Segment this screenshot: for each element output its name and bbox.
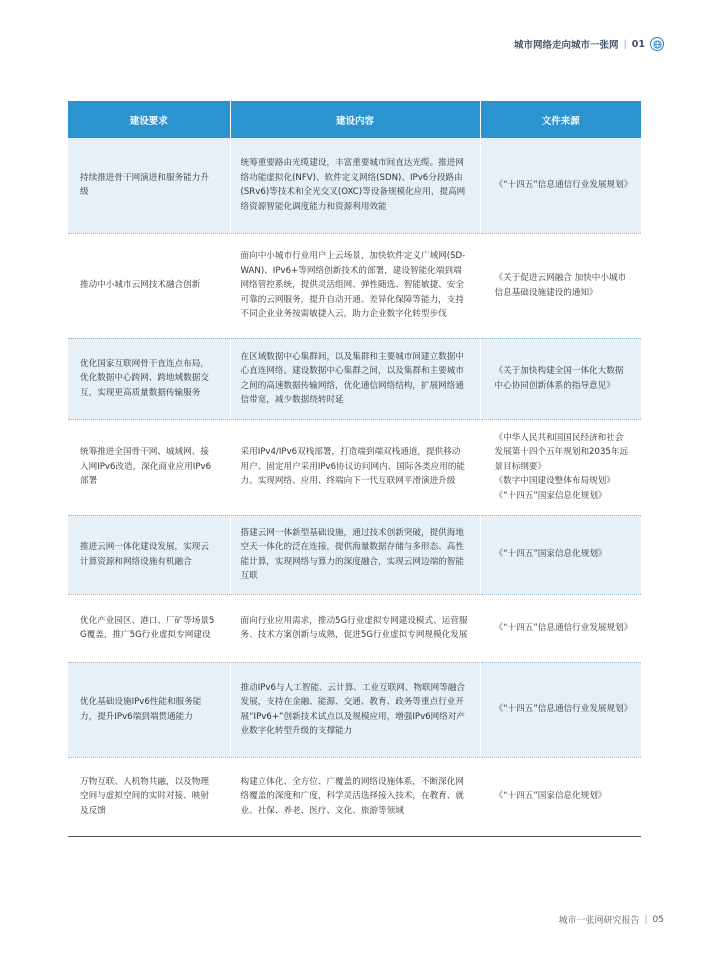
requirement-cell: 推动中小城市云网技术融合创新 [68, 233, 230, 338]
footer-page-number: 05 [652, 914, 664, 925]
source-document: 《“十四五”国家信息化规划》 [494, 549, 607, 560]
content-cell: 统筹重要路由光缆建设，丰富重要城市间直达光缆。推进网络功能虚拟化(NFV)、软件定义网络(SDN)、IPv6分段路由(SRv6)等技术和全光交叉(OXC)等设备规模化应用，提高网络资源智能化调度能力和资源利用效能 [230, 138, 480, 233]
requirement-cell: 推进云网一体化建设发展，实现云计算资源和网络设施有机融合 [68, 515, 230, 594]
content-cell: 面向行业应用需求，推动5G行业虚拟专网建设模式、运营服务、技术方案创新与成熟，促进5G行业虚拟专网规模化发展 [230, 594, 480, 662]
header-separator: | [623, 38, 627, 50]
source-cell [480, 662, 641, 757]
content-cell: 面向中小城市行业用户上云场景，加快软件定义广域网(SD-WAN)、IPv6+等网络创新技术的部署，建设智能化端到端网络管控系统，提供灵活组网、弹性随选、智能敏捷、安全可靠的云网服务，提升自动开通、差异化保障等能力，支持不同企业业务按需敏捷入云，助力企业数字化转型步伐 [230, 233, 480, 338]
footer-title: 城市一张网研究报告 [558, 916, 640, 926]
table-row [68, 662, 641, 757]
source-document: 《“十四五”信息通信行业发展规划》 [494, 180, 633, 190]
column-header-source: 文件来源 [480, 101, 641, 138]
requirement-cell: 持续推进骨干网演进和服务能力升级 [68, 138, 230, 233]
header-title: 城市网络走向城市一张网 [514, 40, 619, 51]
requirement-cell: 优化产业园区、港口、厂矿等场景5G覆盖，推广5G行业虚拟专网建设 [68, 594, 230, 662]
source-document: 《“十四五”信息通信行业发展规划》 [494, 704, 633, 715]
source-document: 《“十四五”国家信息化规划》 [494, 791, 607, 802]
table-row [68, 594, 641, 662]
requirement-cell: 优化基础设施IPv6性能和服务能力，提升IPv6端到端贯通能力 [68, 662, 230, 757]
source-document: 《数字中国建设整体布局规划》 [494, 476, 615, 487]
source-document: 《关于促进云网融合 加快中小城市信息基础设施建设的通知》 [494, 273, 627, 298]
source-cell [480, 138, 641, 233]
table-row [68, 233, 641, 338]
source-cell [480, 233, 641, 338]
requirement-cell: 优化国家互联网骨干直连点布局，优化数据中心跨网、跨地域数据交互，实现更高质量数据传输服务 [68, 338, 230, 419]
table-row [68, 138, 641, 233]
footer-separator: | [644, 914, 648, 925]
content-cell: 在区域数据中心集群间，以及集群和主要城市间建立数据中心直连网络。建设数据中心集群之间，以及集群和主要城市之间的高速数据传输网络，优化通信网络结构，扩展网络通信带宽，减少数据绕转时延 [230, 338, 480, 419]
source-cell [480, 338, 641, 419]
table-row [68, 515, 641, 594]
column-header-content: 建设内容 [230, 101, 480, 138]
source-document: 《中华人民共和国国民经济和社会发展第十四个五年规划和2035年远景目标纲要》 [494, 432, 629, 472]
content-cell: 采用IPv4/IPv6双栈部署，打造端到端双栈通道，提供移动用户、固定用户采用IPv6协议访问网内、国际各类应用的能力。实现网络、应用、终端向下一代互联网平滑演进升级 [230, 419, 480, 515]
globe-logo-icon [650, 37, 664, 51]
page-header [514, 37, 664, 51]
column-header-requirement: 建设要求 [68, 101, 230, 138]
content-cell: 搭建云网一体新型基础设施，通过技术创新突破，提供海地空天一体化的泛在连接，提供海量数据存储与多形态、高性能计算，实现网络与算力的深度融合，实现云网边端的智能互联 [230, 515, 480, 594]
table-row [68, 338, 641, 419]
requirements-table [68, 101, 641, 837]
requirement-cell: 统筹推进全国骨干网、城域网、接入网IPv6改造，深化商业应用IPv6部署 [68, 419, 230, 515]
page-footer [558, 913, 664, 926]
source-document: 《关于加快构建全国一体化大数据中心协同创新体系的指导意见》 [494, 366, 624, 391]
table-row [68, 757, 641, 836]
source-cell [480, 419, 641, 515]
source-document: 《“十四五”信息通信行业发展规划》 [494, 622, 633, 633]
source-document: 《“十四五”国家信息化规划》 [494, 490, 607, 501]
content-cell: 构建立体化、全方位、广覆盖的网络设施体系，不断深化网络覆盖的深度和广度，科学灵活选择接入技术，在教育、就业、社保、养老、医疗、文化、旅游等领域 [230, 757, 480, 836]
table-row [68, 419, 641, 515]
requirement-cell: 万物互联、人机物共融，以及物理空间与虚拟空间的实时对接、映射及反馈 [68, 757, 230, 836]
content-cell: 推动IPv6与人工智能、云计算、工业互联网、物联网等融合发展，支持在金融、能源、交通、教育、政务等重点行业开展“IPv6+”创新技术试点以及规模应用，增强IPv6网络对产业数字化转型升级的支撑能力 [230, 662, 480, 757]
source-cell [480, 757, 641, 836]
source-cell [480, 515, 641, 594]
table-header-row [68, 101, 641, 138]
header-page-number: 01 [631, 38, 645, 50]
source-cell [480, 594, 641, 662]
